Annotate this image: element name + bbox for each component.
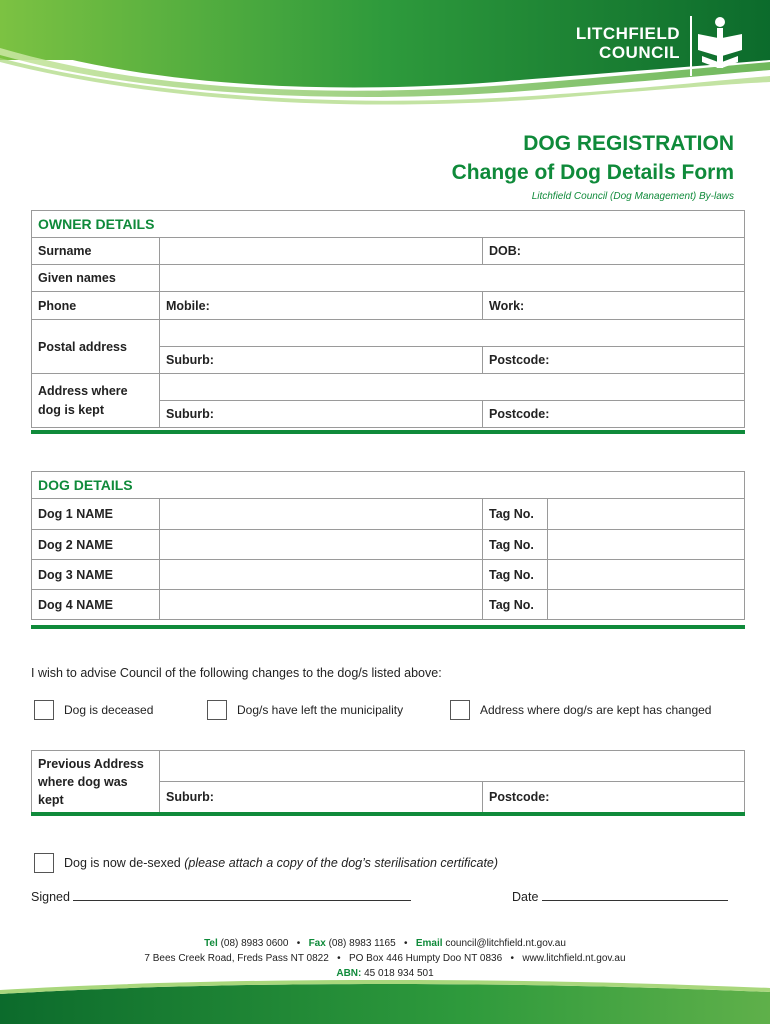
dog-2-tag-field[interactable] bbox=[548, 530, 745, 560]
owner-details-heading: OWNER DETAILS bbox=[32, 211, 745, 238]
street-address: 7 Bees Creek Road, Freds Pass NT 0822 bbox=[144, 953, 329, 964]
dog-details-heading: DOG DETAILS bbox=[32, 472, 745, 499]
option-deceased[interactable] bbox=[34, 700, 153, 720]
date-label: Date bbox=[512, 890, 539, 904]
desexed-label: Dog is now de-sexed bbox=[64, 856, 181, 870]
option-address-changed[interactable] bbox=[450, 700, 711, 720]
phone-label: Phone bbox=[32, 292, 160, 320]
surname-label: Surname bbox=[32, 238, 160, 265]
dog-4-tag-field[interactable] bbox=[548, 590, 745, 620]
deceased-checkbox[interactable] bbox=[34, 700, 54, 720]
fax-label: Fax bbox=[308, 938, 326, 949]
email-label: Email bbox=[415, 938, 443, 949]
option-left-municipality[interactable] bbox=[207, 700, 403, 720]
desexed-note: (please attach a copy of the dog’s sterilisation certificate) bbox=[184, 856, 499, 870]
previous-address-label: Previous Address where dog was kept bbox=[32, 751, 160, 813]
logo-line-2: COUNCIL bbox=[599, 43, 680, 62]
left-municipality-label: Dog/s have left the municipality bbox=[237, 703, 404, 717]
form-title: DOG REGISTRATION bbox=[523, 132, 734, 155]
previous-postcode-field[interactable]: Postcode: bbox=[483, 782, 745, 813]
abn-value: 45 018 934 501 bbox=[364, 968, 434, 979]
postal-address-field[interactable] bbox=[160, 320, 745, 347]
abn-label: ABN: bbox=[336, 968, 362, 979]
option-desexed[interactable] bbox=[34, 853, 498, 873]
postal-postcode-field[interactable]: Postcode: bbox=[483, 347, 745, 374]
website-link[interactable]: www.litchfield.nt.gov.au bbox=[522, 953, 626, 964]
owner-section-divider bbox=[31, 430, 745, 434]
form-subtitle: Change of Dog Details Form bbox=[451, 161, 734, 184]
dog-3-tag-label: Tag No. bbox=[483, 560, 548, 590]
dog-1-tag-label: Tag No. bbox=[483, 499, 548, 530]
previous-section-divider bbox=[31, 812, 745, 816]
tel-label: Tel bbox=[204, 938, 218, 949]
tel-value: (08) 8983 0600 bbox=[220, 938, 289, 949]
previous-address-field[interactable] bbox=[160, 751, 745, 782]
dog-section-divider bbox=[31, 625, 745, 629]
council-logo bbox=[560, 18, 760, 78]
dog-4-tag-label: Tag No. bbox=[483, 590, 548, 620]
email-value[interactable]: council@litchfield.nt.gov.au bbox=[445, 938, 566, 949]
postal-suburb-field[interactable]: Suburb: bbox=[160, 347, 483, 374]
address-changed-label: Address where dog/s are kept has changed bbox=[480, 703, 712, 717]
bylaw-reference: Litchfield Council (Dog Management) By-laws bbox=[531, 191, 734, 202]
signature-line[interactable] bbox=[31, 890, 411, 904]
form-title-block bbox=[452, 130, 734, 206]
po-box: PO Box 446 Humpty Doo NT 0836 bbox=[348, 953, 503, 964]
given-names-label: Given names bbox=[32, 265, 160, 292]
dog-2-name-field[interactable] bbox=[160, 530, 483, 560]
dog-1-name-field[interactable] bbox=[160, 499, 483, 530]
previous-suburb-field[interactable]: Suburb: bbox=[160, 782, 483, 813]
date-line[interactable] bbox=[512, 890, 728, 904]
dog-1-name-label: Dog 1 NAME bbox=[32, 499, 160, 530]
dog-2-name-label: Dog 2 NAME bbox=[32, 530, 160, 560]
address-changed-checkbox[interactable] bbox=[450, 700, 470, 720]
signature-field[interactable] bbox=[73, 890, 411, 901]
council-emblem-icon bbox=[690, 16, 750, 76]
previous-address-table bbox=[31, 750, 745, 813]
dog-4-name-label: Dog 4 NAME bbox=[32, 590, 160, 620]
signed-label: Signed bbox=[31, 890, 70, 904]
footer-wave-banner bbox=[0, 980, 770, 1024]
desexed-checkbox[interactable] bbox=[34, 853, 54, 873]
postal-address-label: Postal address bbox=[32, 320, 160, 374]
owner-details-table bbox=[31, 210, 745, 428]
kept-suburb-field[interactable]: Suburb: bbox=[160, 401, 483, 428]
kept-address-field[interactable] bbox=[160, 374, 745, 401]
mobile-field[interactable]: Mobile: bbox=[160, 292, 483, 320]
dog-1-tag-field[interactable] bbox=[548, 499, 745, 530]
deceased-label: Dog is deceased bbox=[64, 703, 154, 717]
fax-value: (08) 8983 1165 bbox=[328, 938, 396, 949]
advise-statement: I wish to advise Council of the following changes to the dog/s listed above: bbox=[31, 666, 442, 680]
logo-line-1: LITCHFIELD bbox=[575, 24, 680, 43]
date-field[interactable] bbox=[542, 890, 728, 901]
dog-details-table bbox=[31, 471, 745, 620]
work-phone-field[interactable]: Work: bbox=[483, 292, 745, 320]
dog-3-name-field[interactable] bbox=[160, 560, 483, 590]
contact-footer: Tel (08) 8983 0600 • Fax (08) 8983 1165 • Email council@litchfield.nt.gov.au 7 Bees Creek Road, Freds Pass NT 0822 • PO Box 446 Humpty Doo NT 0836 • www.litchfield.nt.gov.au ABN: 45 018 934 501 bbox=[144, 938, 626, 979]
dob-field[interactable]: DOB: bbox=[483, 238, 745, 265]
dog-2-tag-label: Tag No. bbox=[483, 530, 548, 560]
given-names-field[interactable] bbox=[160, 265, 745, 292]
dog-3-tag-field[interactable] bbox=[548, 560, 745, 590]
dog-3-name-label: Dog 3 NAME bbox=[32, 560, 160, 590]
dog-4-name-field[interactable] bbox=[160, 590, 483, 620]
kept-address-label: Address where dog is kept bbox=[32, 374, 160, 428]
left-municipality-checkbox[interactable] bbox=[207, 700, 227, 720]
surname-field[interactable] bbox=[160, 238, 483, 265]
kept-postcode-field[interactable]: Postcode: bbox=[483, 401, 745, 428]
